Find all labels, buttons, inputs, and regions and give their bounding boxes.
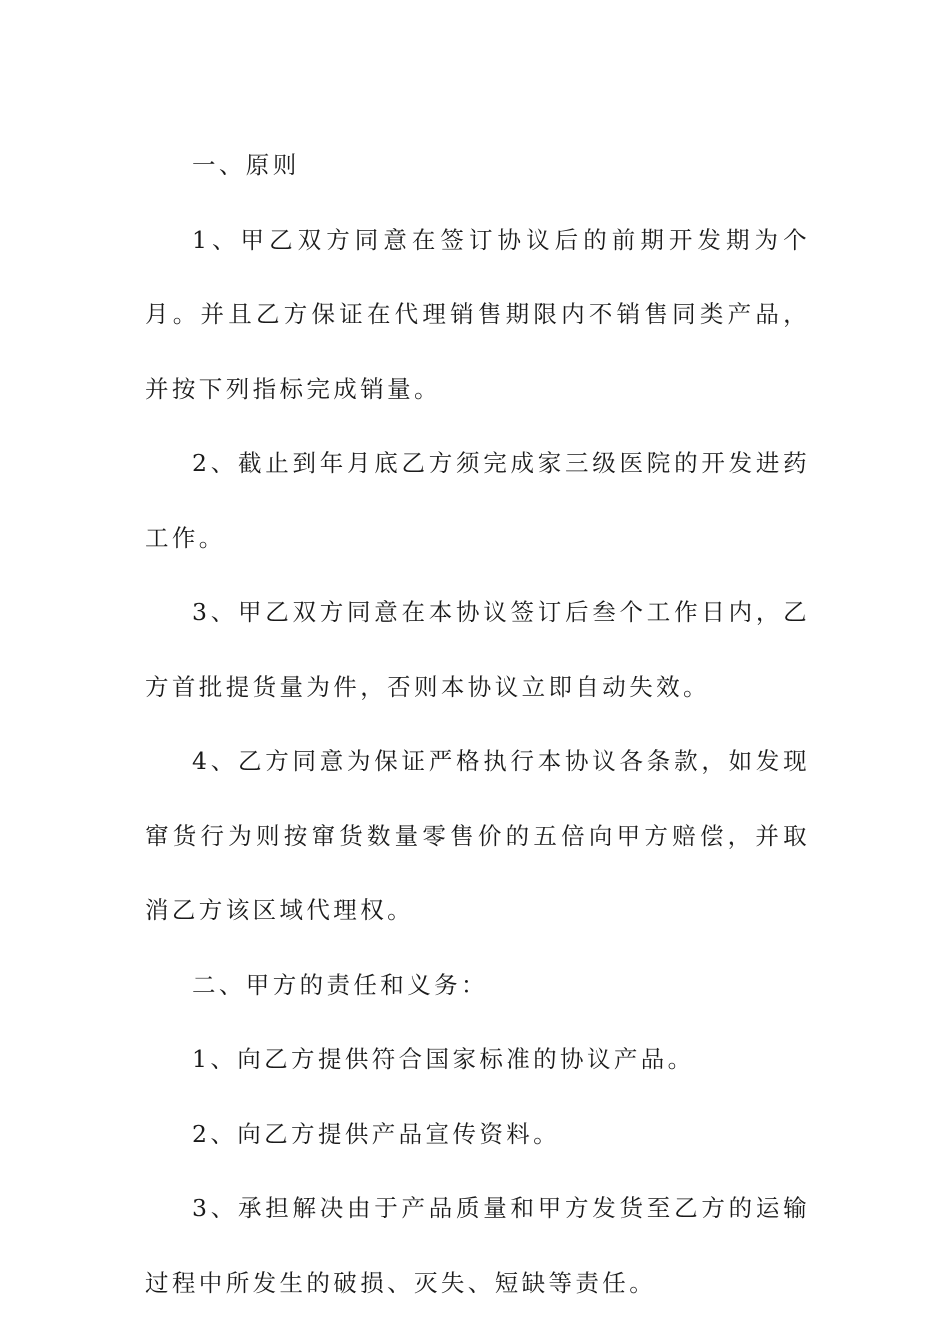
clause-paragraph: 1、甲乙双方同意在签订协议后的前期开发期为个月。并且乙方保证在代理销售期限内不销售同类产品，并按下列指标完成销量。: [145, 225, 810, 403]
section-heading-party-a-duties: 二、甲方的责任和义务：: [192, 970, 488, 999]
section-heading-principles: 一、原则: [192, 151, 300, 179]
clause-paragraph: 2、向乙方提供产品宣传资料。: [192, 1119, 561, 1148]
document-body: [145, 128, 810, 1320]
clause-paragraph: 3、甲乙双方同意在本协议签订后叁个工作日内，乙方首批提货量为件，否则本协议立即自动失效。: [145, 598, 810, 701]
clause-paragraph: 1、向乙方提供符合国家标准的协议产品。: [192, 1045, 695, 1073]
clause-paragraph: 3、承担解决由于产品质量和甲方发货至乙方的运输过程中所发生的破损、灭失、短缺等责任。: [145, 1194, 810, 1297]
clause-paragraph: 2、截止到年月底乙方须完成家三级医院的开发进药工作。: [145, 449, 810, 552]
clause-paragraph: 4、乙方同意为保证严格执行本协议各条款，如发现窜货行为则按窜货数量零售价的五倍向甲方赔偿，并取消乙方该区域代理权。: [145, 747, 810, 924]
